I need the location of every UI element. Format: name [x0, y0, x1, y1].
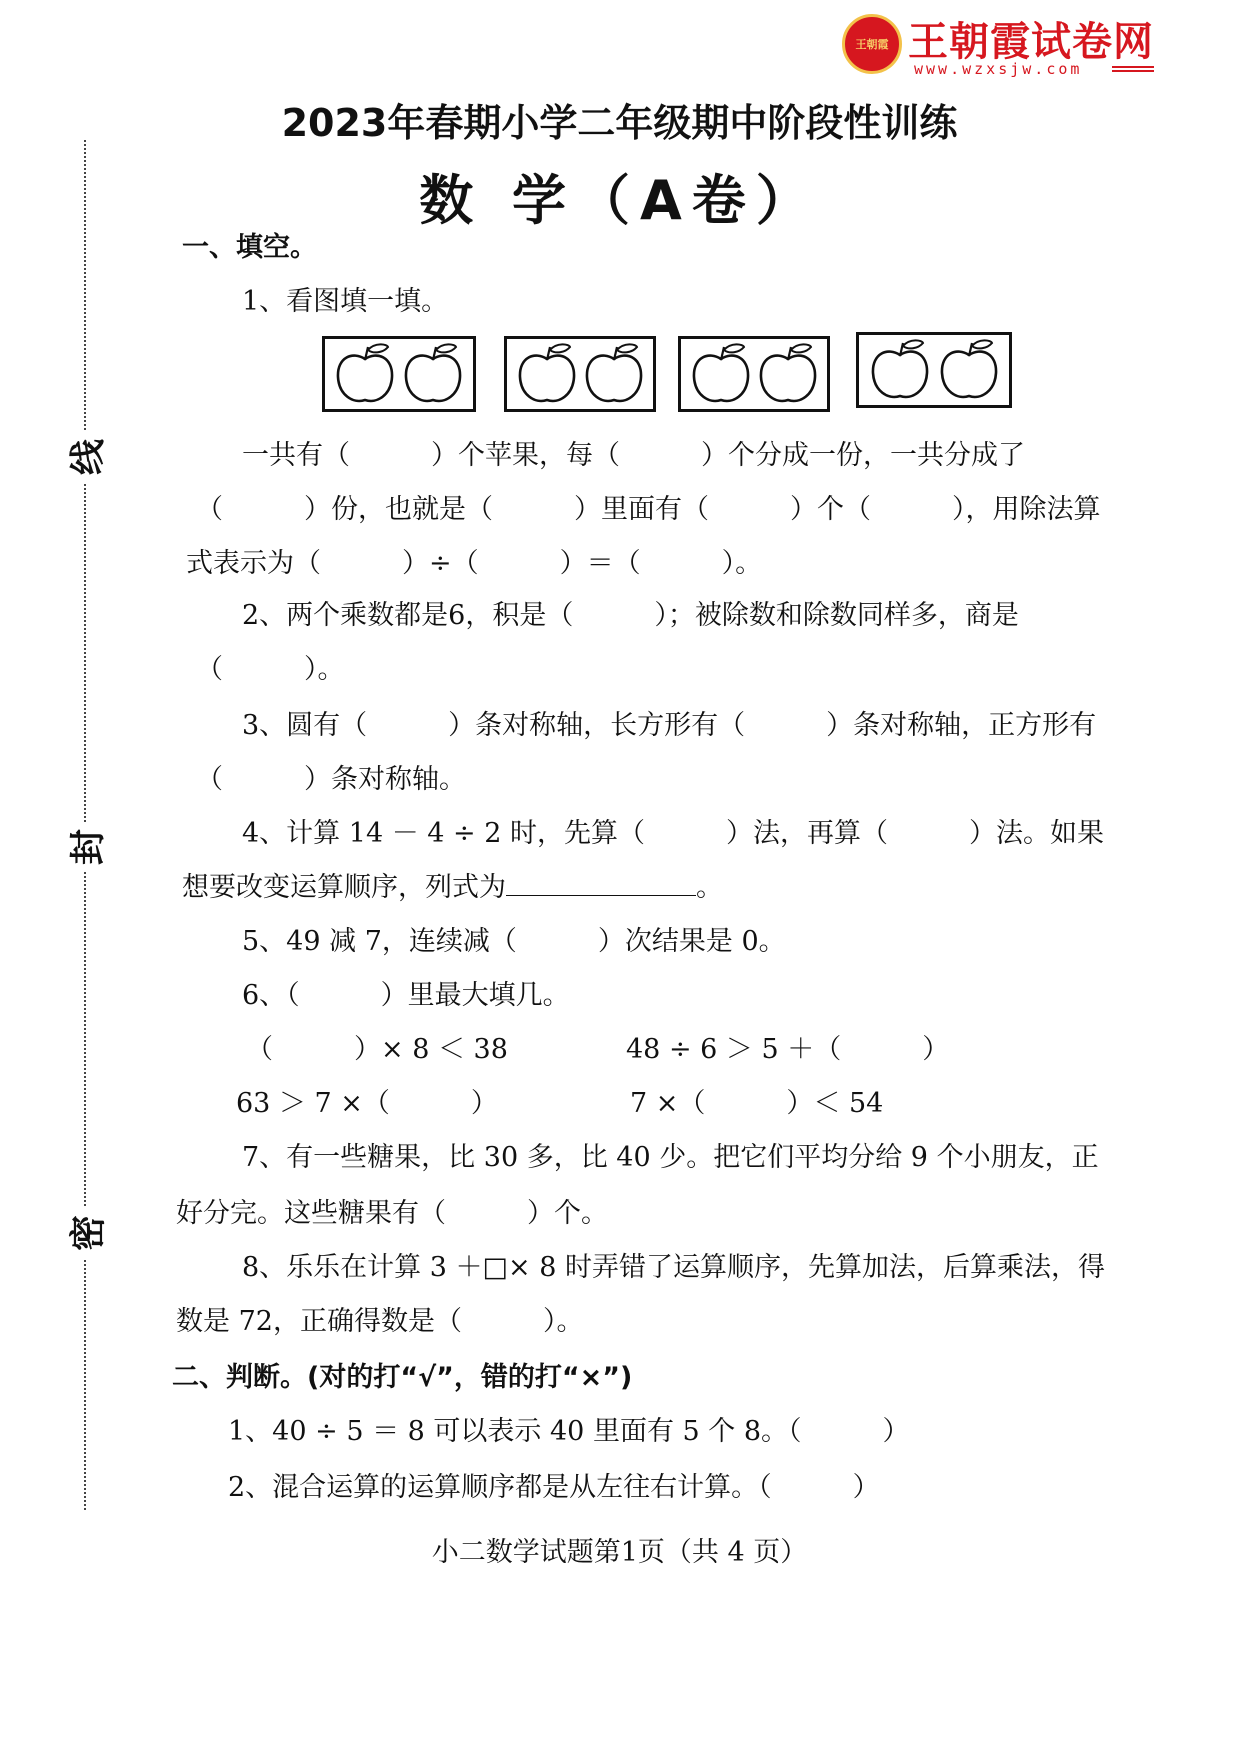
- apple-icon: [689, 341, 753, 407]
- apple-icon: [401, 341, 465, 407]
- apple-group: [322, 336, 476, 412]
- logo-badge-icon: 王朝霞: [842, 14, 902, 74]
- page-footer: 小二数学试题第1页（共 4 页）: [431, 1537, 808, 1568]
- judge-question-2: 2、混合运算的运算顺序都是从左往右计算。（ ）: [228, 1472, 880, 1503]
- apple-icon: [756, 341, 820, 407]
- apple-group: [856, 332, 1012, 408]
- question-2-line-2: （ ）。: [196, 654, 345, 685]
- margin-char-xian: 线: [60, 432, 110, 482]
- section-heading-judge: 二、判断。(对的打“√”，错的打“×”): [172, 1362, 633, 1393]
- logo-name: 王朝霞试卷网: [908, 19, 1154, 65]
- apple-icon: [515, 341, 579, 407]
- question-6-b: 48 ÷ 6 ＞ 5 ＋（ ）: [626, 1034, 950, 1065]
- exam-title: 2023年春期小学二年级期中阶段性训练: [281, 101, 958, 145]
- judge-question-1: 1、40 ÷ 5 ＝ 8 可以表示 40 里面有 5 个 8。（ ）: [228, 1416, 910, 1447]
- question-2-line-1: 2、两个乘数都是6，积是（ ）；被除数和除数同样多，商是: [242, 600, 1019, 631]
- question-7-line-2: 好分完。这些糖果有（ ）个。: [176, 1198, 608, 1229]
- question-1-label: 1、看图填一填。: [242, 286, 449, 317]
- question-1-line-2: （ ）份，也就是（ ）里面有（ ）个（ ），用除法算: [196, 494, 1101, 525]
- question-7-line-1: 7、有一些糖果，比 30 多，比 40 少。把它们平均分给 9 个小朋友，正: [242, 1142, 1099, 1173]
- exam-subtitle: 数 学（A卷）: [419, 169, 820, 232]
- margin-char-feng: 封: [60, 822, 110, 872]
- question-1-line-1: 一共有（ ）个苹果，每（ ）个分成一份，一共分成了: [242, 440, 1025, 471]
- answer-blank-underline: [506, 871, 696, 896]
- apple-group: [504, 336, 656, 412]
- apple-icon: [333, 341, 397, 407]
- logo-stripes-icon: [1112, 66, 1154, 74]
- apple-icon: [937, 337, 1001, 403]
- question-3-line-2: （ ）条对称轴。: [196, 764, 466, 795]
- site-logo: [842, 10, 1152, 76]
- question-3-line-1: 3、圆有（ ）条对称轴，长方形有（ ）条对称轴，正方形有: [242, 710, 1097, 741]
- question-6-d: 7 ×（ ）＜ 54: [630, 1088, 884, 1119]
- logo-url: www.wzxsjw.com: [914, 60, 1083, 78]
- question-8-line-2: 数是 72，正确得数是（ ）。: [176, 1306, 584, 1337]
- apple-group: [678, 336, 830, 412]
- apple-icon: [868, 337, 932, 403]
- question-4-line-1: 4、计算 14 － 4 ÷ 2 时，先算（ ）法，再算（ ）法。如果: [242, 818, 1105, 849]
- question-4-line-2: 想要改变运算顺序，列式为 。: [182, 872, 723, 903]
- question-5: 5、49 减 7，连续减（ ）次结果是 0。: [242, 926, 786, 957]
- margin-char-mi: 密: [60, 1208, 110, 1258]
- apple-icon: [582, 341, 646, 407]
- question-6-a: （ ）× 8 ＜ 38: [246, 1034, 508, 1065]
- question-1-line-3: 式表示为（ ）÷（ ）＝（ ）。: [186, 548, 763, 579]
- question-8-line-1: 8、乐乐在计算 3 ＋□× 8 时弄错了运算顺序，先算加法，后算乘法，得: [242, 1252, 1105, 1283]
- question-6-c: 63 ＞ 7 ×（ ）: [236, 1088, 498, 1119]
- question-6-label: 6、（ ）里最大填几。: [242, 980, 570, 1011]
- section-heading-fill-blank: 一、填空。: [182, 232, 317, 263]
